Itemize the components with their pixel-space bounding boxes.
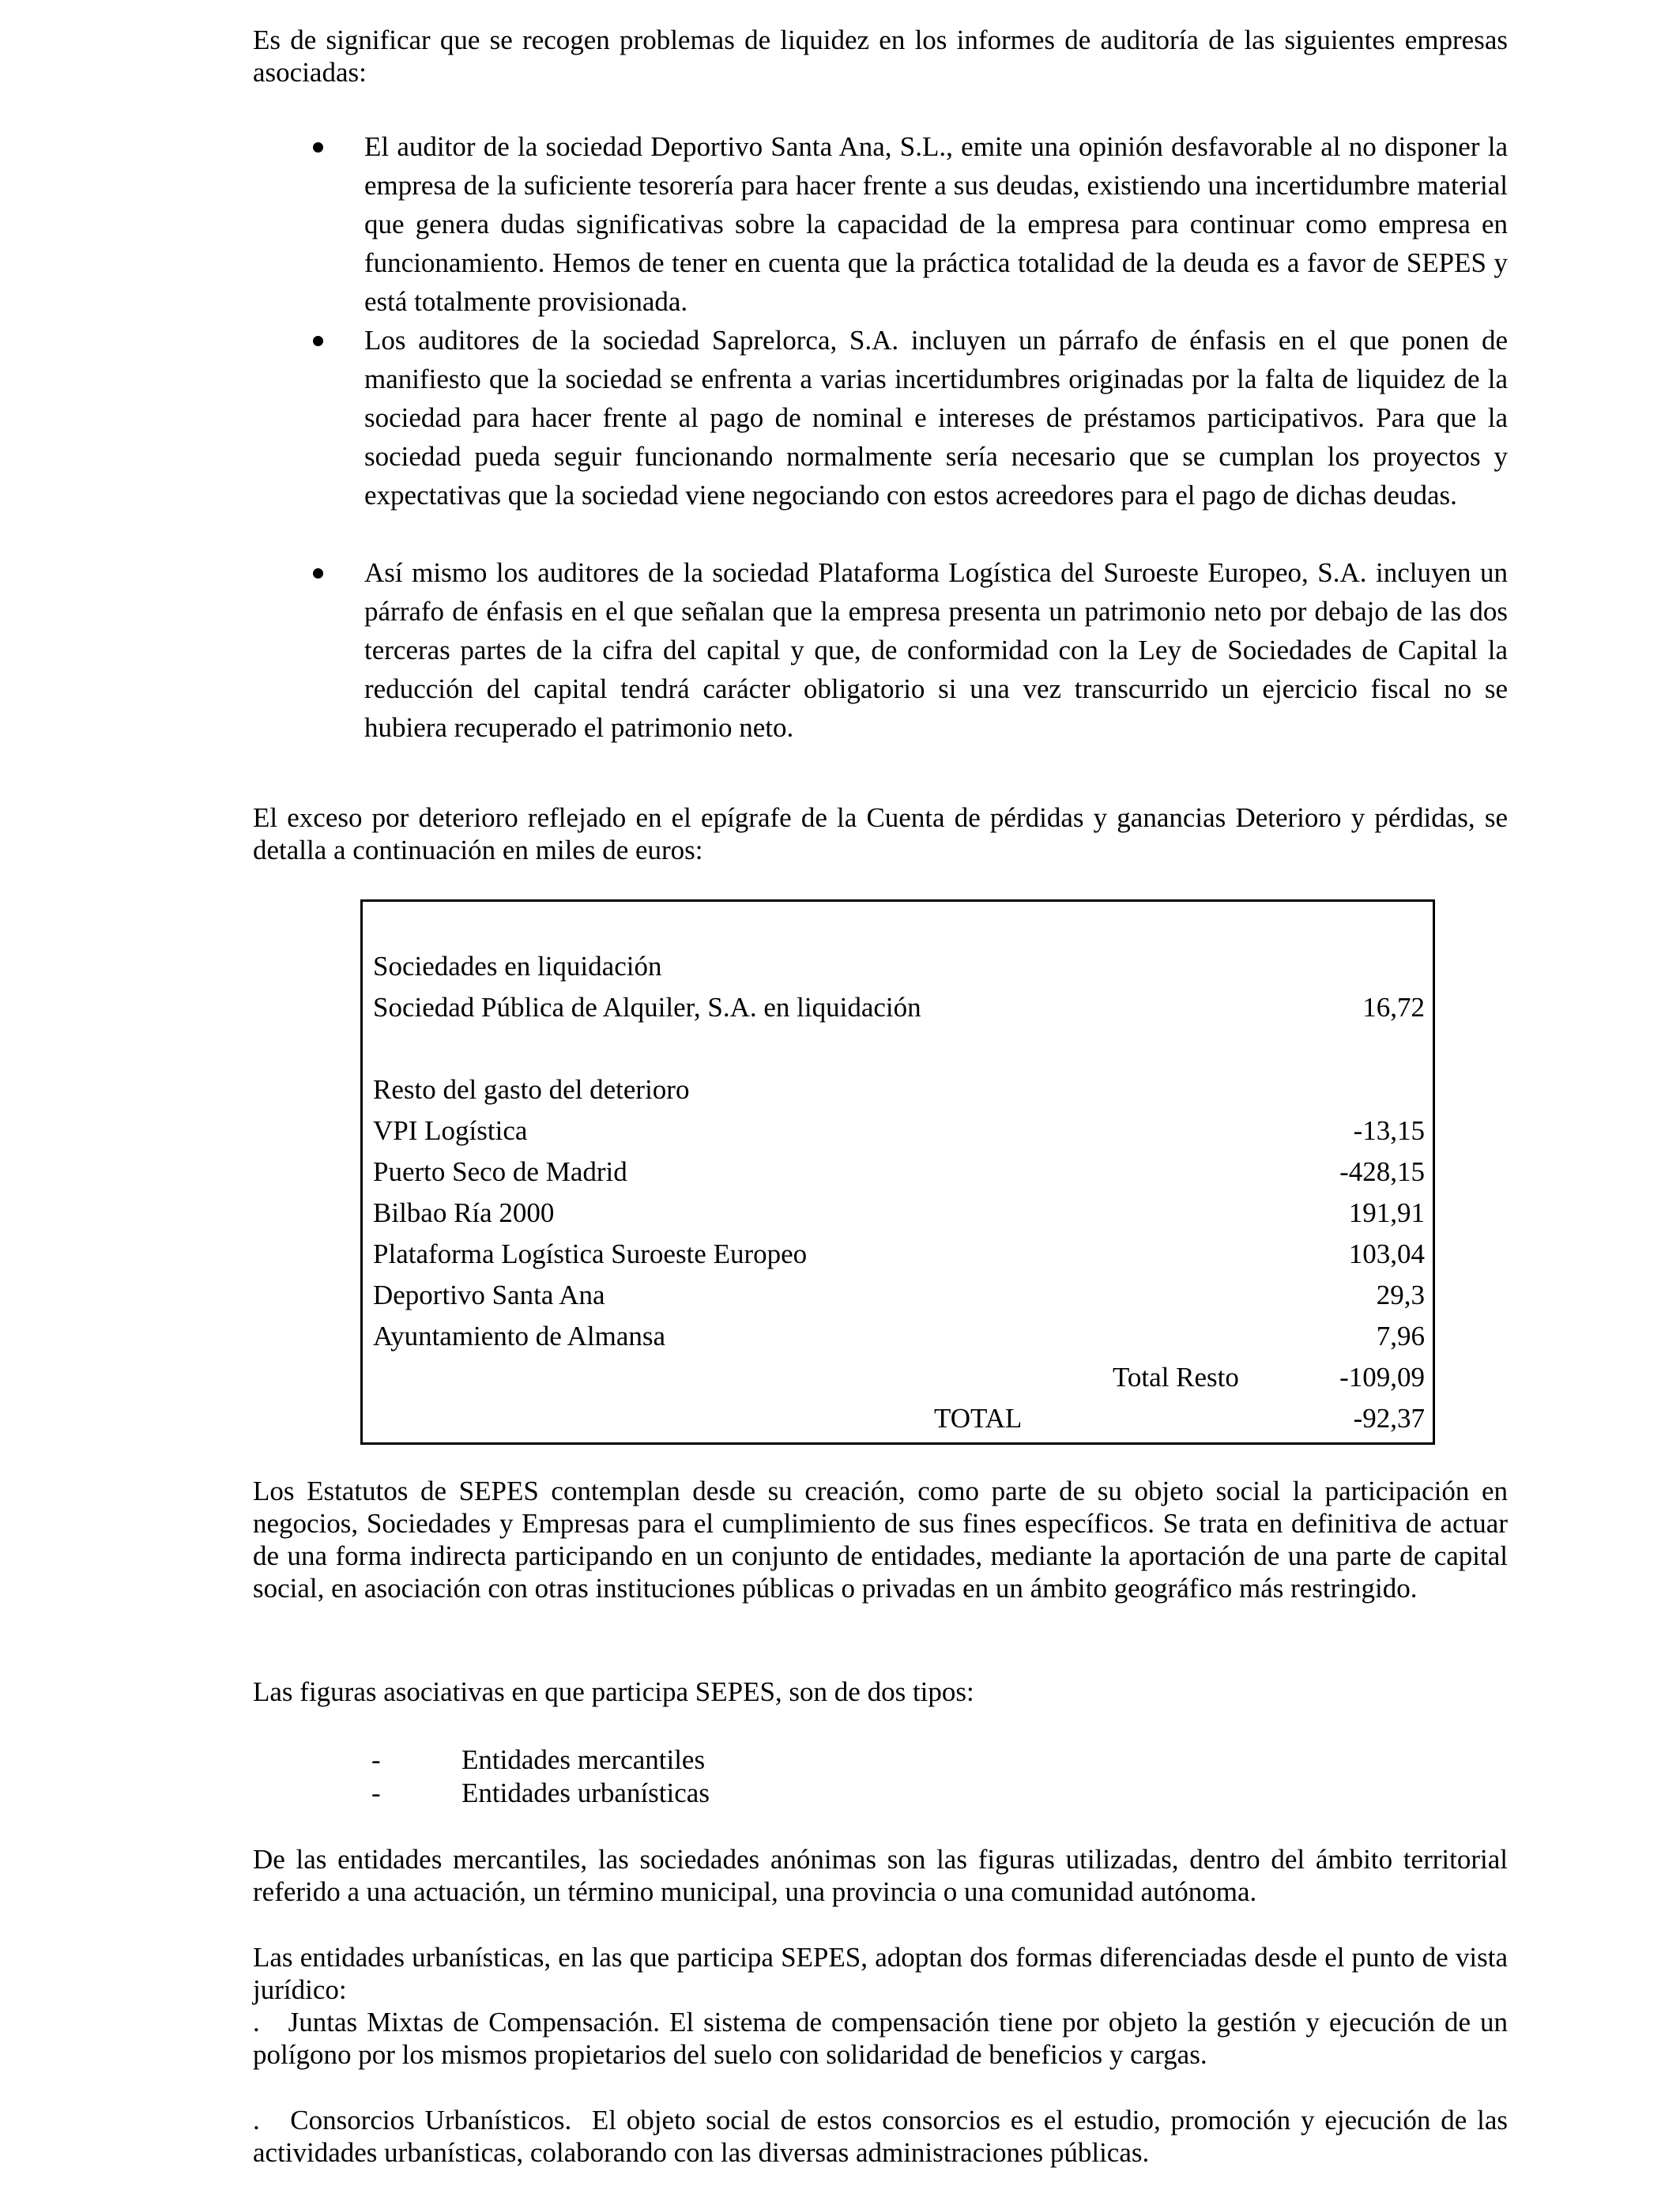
exceso-paragraph: El exceso por deterioro reflejado en el epígrafe de la Cuenta de pérdidas y ganancias Deterioro y pérdidas, se detalla a continuación en miles de euros: xyxy=(253,802,1508,865)
total-resto-row: Total Resto -109,09 xyxy=(1113,1362,1425,1393)
table-row: Ayuntamiento de Almansa 7,96 xyxy=(373,1321,1425,1351)
mercantiles-paragraph: De las entidades mercantiles, las sociedades anónimas son las figuras utilizadas, dentro del ámbito territorial referido a una actuación, un término municipal, una provincia o una comunidad autónoma. xyxy=(253,1844,1508,1907)
bullet-item-saprelorca: Los auditores de la sociedad Saprelorca, S.A. incluyen un párrafo de énfasis en el que ponen de manifiesto que la sociedad se enfrenta a varias incertidumbres originadas por la falta de liquidez de la sociedad para hacer frente al pago de nominal e intereses de préstamos participativos. Para que la sociedad pueda seguir funcionando normalmente sería necesario que se cumplan los proyectos y expectativas que la sociedad viene negociando con estos acreedores para el pago de dichas deudas. xyxy=(253,321,1508,515)
tipos-list xyxy=(253,1744,1508,1810)
table-section-title: Sociedades en liquidación xyxy=(373,951,662,982)
bullet-icon xyxy=(313,142,323,153)
juntas-paragraph: . Juntas Mixtas de Compensación. El sistema de compensación tiene por objeto la gestión y ejecución de un polígono por los mismos propietarios del suelo con solidaridad de beneficios y cargas. xyxy=(253,2007,1515,2070)
deterioro-table xyxy=(360,899,1435,1445)
table-row: Bilbao Ría 2000 191,91 xyxy=(373,1197,1425,1228)
table-row: VPI Logística -13,15 xyxy=(373,1115,1425,1146)
figuras-paragraph: Las figuras asociativas en que participa SEPES, son de dos tipos: xyxy=(253,1676,974,1707)
table-row: Deportivo Santa Ana 29,3 xyxy=(373,1280,1425,1310)
total-row: TOTAL -92,37 xyxy=(934,1403,1425,1434)
table-row: Puerto Seco de Madrid -428,15 xyxy=(373,1156,1425,1187)
table-row: Plataforma Logística Suroeste Europeo 103,04 xyxy=(373,1238,1425,1269)
table-row: Sociedad Pública de Alquiler, S.A. en liquidación 16,72 xyxy=(373,992,1425,1023)
urbanisticas-paragraph: Las entidades urbanísticas, en las que participa SEPES, adoptan dos formas diferenciadas desde el punto de vista jurídico: xyxy=(253,1942,1508,2005)
list-item: - Entidades mercantiles xyxy=(371,1744,706,1775)
table-section-title: Resto del gasto del deterioro xyxy=(373,1074,690,1105)
bullet-item-plataforma: Así mismo los auditores de la sociedad Plataforma Logística del Suroeste Europeo, S.A. incluyen un párrafo de énfasis en el que señalan que la empresa presenta un patrimonio neto por debajo de las dos terceras partes de la cifra del capital y que, de conformidad con la Ley de Sociedades de Capital la reducción del capital tendrá carácter obligatorio si una vez transcurrido un ejercicio fiscal no se hubiera recuperado el patrimonio neto. xyxy=(253,553,1508,747)
estatutos-paragraph: Los Estatutos de SEPES contemplan desde su creación, como parte de su objeto social la participación en negocios, Sociedades y Empresas para el cumplimiento de sus fines específicos. Se trata en definitiva de actuar de una forma indirecta participando en un conjunto de entidades, mediante la aportación de una parte de capital social, en asociación con otras instituciones públicas o privadas en un ámbito geográfico más restringido. xyxy=(253,1476,1508,1604)
bullet-icon xyxy=(313,336,323,346)
intro-paragraph: Es de significar que se recogen problemas de liquidez en los informes de auditoría de las siguientes empresas asociadas: xyxy=(253,25,1508,88)
consorcios-paragraph: . Consorcios Urbanísticos. El objeto social de estos consorcios es el estudio, promoción y ejecución de las actividades urbanísticas, colaborando con las diversas administraciones públicas. xyxy=(253,2105,1515,2168)
audit-bullet-list xyxy=(253,127,1508,747)
bullet-icon xyxy=(313,568,323,579)
bullet-item-deportivo: El auditor de la sociedad Deportivo Santa Ana, S.L., emite una opinión desfavorable al no disponer la empresa de la suficiente tesorería para hacer frente a sus deudas, existiendo una incertidumbre material que genera dudas significativas sobre la capacidad de la empresa para continuar como empresa en funcionamiento. Hemos de tener en cuenta que la práctica totalidad de la deuda es a favor de SEPES y está totalmente provisionada. xyxy=(253,127,1508,321)
list-item: - Entidades urbanísticas xyxy=(371,1777,710,1808)
